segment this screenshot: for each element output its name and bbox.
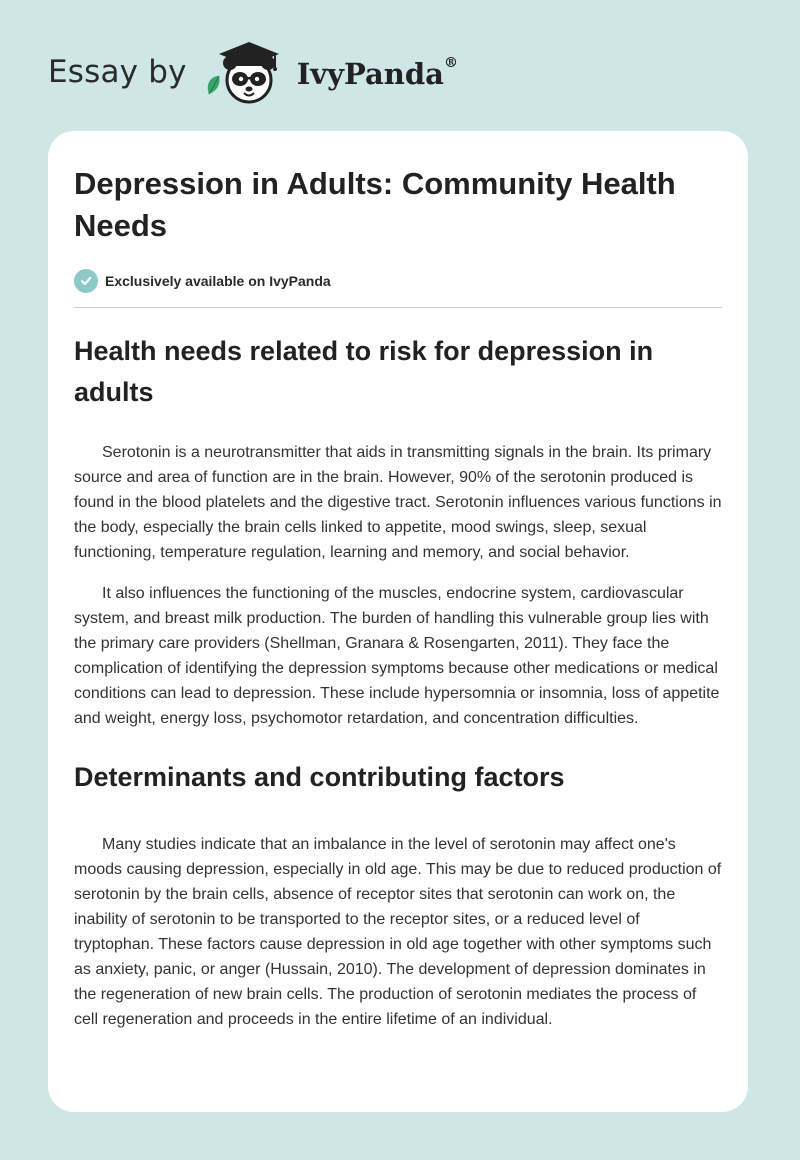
- essay-card: [48, 131, 748, 1112]
- paragraph: Many studies indicate that an imbalance in the level of serotonin may affect one's moods causing depression, especially in old age. This may be due to reduced production of serotonin by the brain cells, absence of receptor sites that serotonin can work on, the inability of serotonin to be transported to the receptor sites, or a reduced level of tryptophan. These factors cause depression in old age together with other symptoms such as anxiety, panic, or anger (Hussain, 2010). The development of depression dominates in the regeneration of new brain cells. The production of serotonin mediates the process of cell regeneration and proceeds in the entire lifetime of an individual.: [74, 836, 722, 1028]
- panda-logo-icon: [201, 36, 293, 108]
- exclusive-badge-text: Exclusively available on IvyPanda: [105, 273, 331, 289]
- essay-title: Depression in Adults: Community Health Needs: [74, 166, 676, 243]
- paragraph: Serotonin is a neurotransmitter that aids in transmitting signals in the brain. Its primary source and area of function are in the brain. However, 90% of the serotonin produced is found in the blood platelets and the digestive tract. Serotonin influences various functions in the body, especially the brain cells linked to appetite, mood swings, sleep, sexual functioning, temperature regulation, learning and memory, and social behavior.: [74, 444, 722, 561]
- section-heading: Health needs related to risk for depression in adults: [74, 336, 654, 407]
- section-heading: Determinants and contributing factors: [74, 762, 565, 792]
- exclusive-badge: [74, 269, 722, 293]
- brand-prefix: Essay by: [48, 54, 187, 90]
- brand-name: IvyPanda®: [296, 55, 458, 91]
- paragraph: It also influences the functioning of the muscles, endocrine system, cardiovascular system, and breast milk production. The burden of handling this vulnerable group lies with the primary care providers (Shellman, Granara & Rosengarten, 2011). They face the complication of identifying the depression symptoms because other medications or medical conditions can lead to depression. These include hypersomnia or insomnia, loss of appetite and weight, energy loss, psychomotor retardation, and concentration difficulties.: [74, 585, 720, 727]
- brand-header: [48, 36, 458, 108]
- check-icon: [74, 269, 98, 293]
- title-divider: [74, 307, 722, 308]
